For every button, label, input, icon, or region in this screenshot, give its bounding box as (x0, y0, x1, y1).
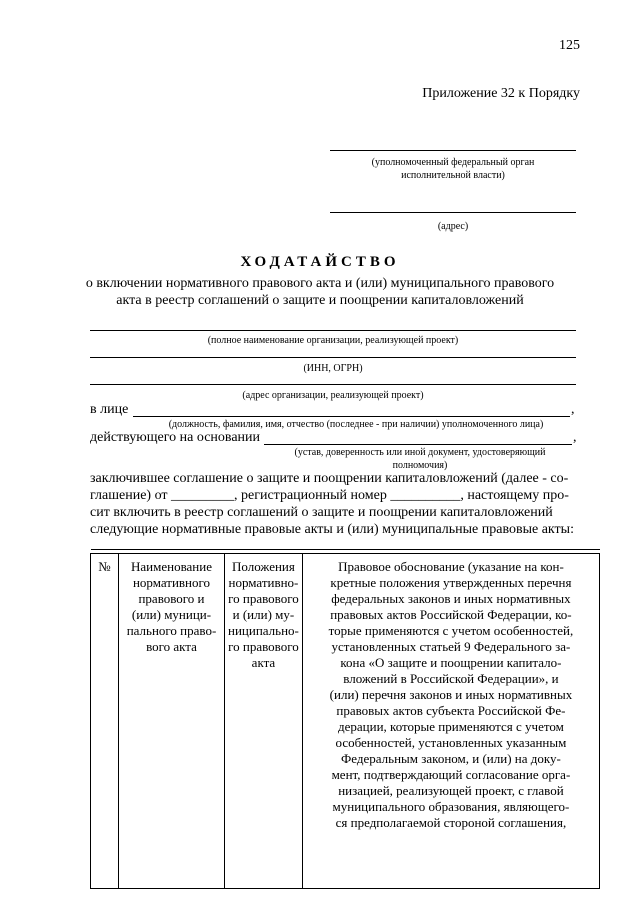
document-title: ХОДАТАЙСТВО (240, 254, 400, 270)
authority-caption: (уполномоченный федеральный орган исполнительной власти) (371, 157, 535, 181)
appendix-reference: Приложение 32 к Порядку (422, 86, 580, 101)
col-number-header: № (91, 554, 119, 889)
col-provisions-header: Положения нормативно- го правового и (или) му- ниципально- го правового акта (225, 554, 303, 889)
person-suffix: , (571, 402, 575, 417)
basis-prefix: действующего на основании (90, 430, 261, 445)
request-paragraph: заключившее соглашение о защите и поощрении капиталовложений (далее - со- глашение) от _________, регистрационный номер __________, настоящему про- сит включить в реестр соглашений о защите и поощрении капиталовложений следующие нормативные правовые акты и (или) муниципальные правовые акты: (90, 471, 574, 537)
person-line (133, 416, 570, 417)
col-legal-basis-header: Правовое обоснование (указание на кон- кретные положения утвержденных перечня федеральных законов и иных нормативных правовых актов Российской Федерации, ко- торые применяются с учетом особенностей, установленных статьей 9 Федерального за- кона «О защите и поощрении капитало- вложений в Российской Федерации», и (или) перечня законов и иных нормативных правовых актов субъекта Российской Фе- дерации, которые применяются с учетом особенностей, установленных указанным Федеральным законом, и (или) на доку- мент, подтверждающий согласование орга- низацией, реализующей проект, с главой муниципального образования, являющего- ся предполагаемой стороной соглашения, (302, 554, 599, 889)
person-caption: (должность, фамилия, имя, отчество (последнее - при наличии) уполномоченного лица) (168, 419, 544, 430)
acts-table (90, 549, 600, 889)
org-address-caption: (адрес организации, реализующей проект) (242, 390, 424, 401)
inn-line (90, 357, 576, 358)
basis-line (264, 444, 572, 445)
page-number: 125 (559, 38, 580, 53)
person-prefix: в лице (90, 402, 129, 417)
inn-caption: (ИНН, ОГРН) (303, 363, 363, 374)
org-name-caption: (полное наименование организации, реализующей проект) (207, 335, 459, 346)
authority-line (330, 150, 576, 151)
org-address-line (90, 384, 576, 385)
basis-suffix: , (573, 430, 577, 445)
basis-caption: (устав, доверенность или иной документ, удостоверяющий полномочия) (294, 447, 546, 471)
document-subtitle: о включении нормативного правового акта и (или) муниципального правового акта в реестр соглашений о защите и поощрении капиталовложений (85, 276, 555, 308)
col-act-name-header: Наименование нормативного правового и (или) муници- пального право- вого акта (119, 554, 225, 889)
table-header-row (91, 554, 600, 889)
org-name-line (90, 330, 576, 331)
address-caption: (адрес) (437, 221, 469, 232)
address-line (330, 212, 576, 213)
